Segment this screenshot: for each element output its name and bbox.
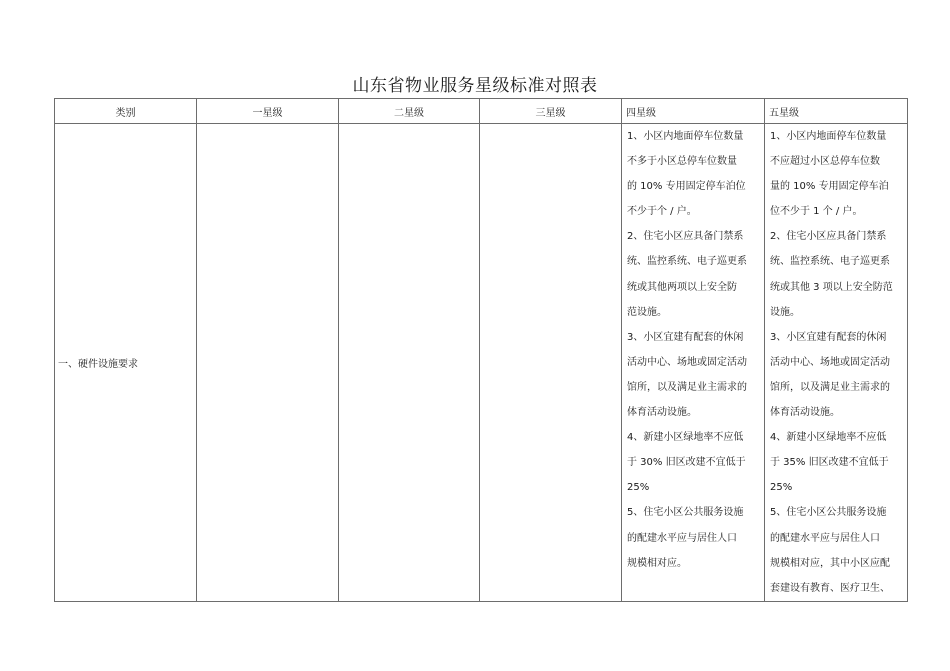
requirement-line: 统、监控系统、电子巡更系 bbox=[770, 256, 890, 268]
requirement-line: 统、监控系统、电子巡更系 bbox=[627, 256, 747, 268]
requirement-line: 统或其他两项以上安全防 bbox=[627, 281, 737, 293]
header-two-star: 二星级 bbox=[339, 99, 480, 124]
requirement-line: 25% bbox=[770, 482, 793, 494]
three-star-cell bbox=[480, 124, 622, 602]
requirement-line: 不多于小区总停车位数量 bbox=[627, 156, 737, 168]
one-star-cell bbox=[197, 124, 339, 602]
table-header-row bbox=[55, 99, 908, 124]
requirement-line: 位不少于 1 个 / 户。 bbox=[770, 206, 863, 218]
requirement-line: 2、住宅小区应具备门禁系 bbox=[770, 231, 887, 243]
two-star-cell bbox=[339, 124, 480, 602]
requirement-line: 4、新建小区绿地率不应低 bbox=[770, 432, 887, 444]
header-three-star: 三星级 bbox=[480, 99, 622, 124]
requirement-line: 设施。 bbox=[770, 306, 800, 318]
four-star-requirements bbox=[622, 124, 764, 576]
requirement-line: 规模相对应，其中小区应配 bbox=[770, 557, 890, 569]
requirement-line: 5、住宅小区公共服务设施 bbox=[627, 507, 744, 519]
requirement-line: 25% bbox=[627, 482, 650, 494]
requirement-line: 于 35% 旧区改建不宜低于 bbox=[770, 457, 889, 469]
requirement-line: 量的 10% 专用固定停车泊 bbox=[770, 181, 889, 193]
requirement-line: 的 10% 专用固定停车泊位 bbox=[627, 181, 746, 193]
document-title: 山东省物业服务星级标准对照表 bbox=[352, 76, 598, 96]
requirement-line: 统或其他 3 项以上安全防范 bbox=[770, 281, 893, 293]
requirement-line: 不少于个 / 户。 bbox=[627, 206, 697, 218]
requirement-line: 的配建水平应与居住人口 bbox=[770, 532, 880, 544]
requirement-line: 2、住宅小区应具备门禁系 bbox=[627, 231, 744, 243]
requirement-line: 5、住宅小区公共服务设施 bbox=[770, 507, 887, 519]
requirement-line: 3、小区宜建有配套的休闲 bbox=[770, 331, 887, 343]
requirement-line: 不应超过小区总停车位数 bbox=[770, 156, 880, 168]
category-cell: 一、硬件设施要求 bbox=[55, 124, 197, 602]
header-one-star: 一星级 bbox=[197, 99, 339, 124]
requirement-line: 体育活动设施。 bbox=[627, 407, 697, 419]
requirement-line: 馆所，以及满足业主需求的 bbox=[627, 381, 747, 393]
requirement-line: 规模相对应。 bbox=[627, 557, 687, 569]
requirement-line: 的配建水平应与居住人口 bbox=[627, 532, 737, 544]
requirement-line: 体育活动设施。 bbox=[770, 407, 840, 419]
requirement-line: 套建设有教育、医疗卫生、 bbox=[770, 582, 890, 594]
four-star-cell bbox=[622, 124, 765, 602]
star-standard-table bbox=[54, 98, 908, 602]
five-star-requirements bbox=[765, 124, 907, 601]
requirement-line: 活动中心、场地或固定活动 bbox=[627, 356, 747, 368]
requirement-line: 活动中心、场地或固定活动 bbox=[770, 356, 890, 368]
requirement-line: 范设施。 bbox=[627, 306, 667, 318]
requirement-line: 馆所，以及满足业主需求的 bbox=[770, 381, 890, 393]
header-category: 类别 bbox=[55, 99, 197, 124]
requirement-line: 4、新建小区绿地率不应低 bbox=[627, 432, 744, 444]
requirement-line: 3、小区宜建有配套的休闲 bbox=[627, 331, 744, 343]
requirement-line: 1、小区内地面停车位数量 bbox=[770, 131, 887, 142]
table-row bbox=[55, 124, 908, 602]
requirement-line: 1、小区内地面停车位数量 bbox=[627, 131, 744, 142]
requirement-line: 于 30% 旧区改建不宜低于 bbox=[627, 457, 746, 469]
header-five-star: 五星级 bbox=[765, 99, 908, 124]
header-four-star: 四星级 bbox=[622, 99, 765, 124]
five-star-cell bbox=[765, 124, 908, 602]
